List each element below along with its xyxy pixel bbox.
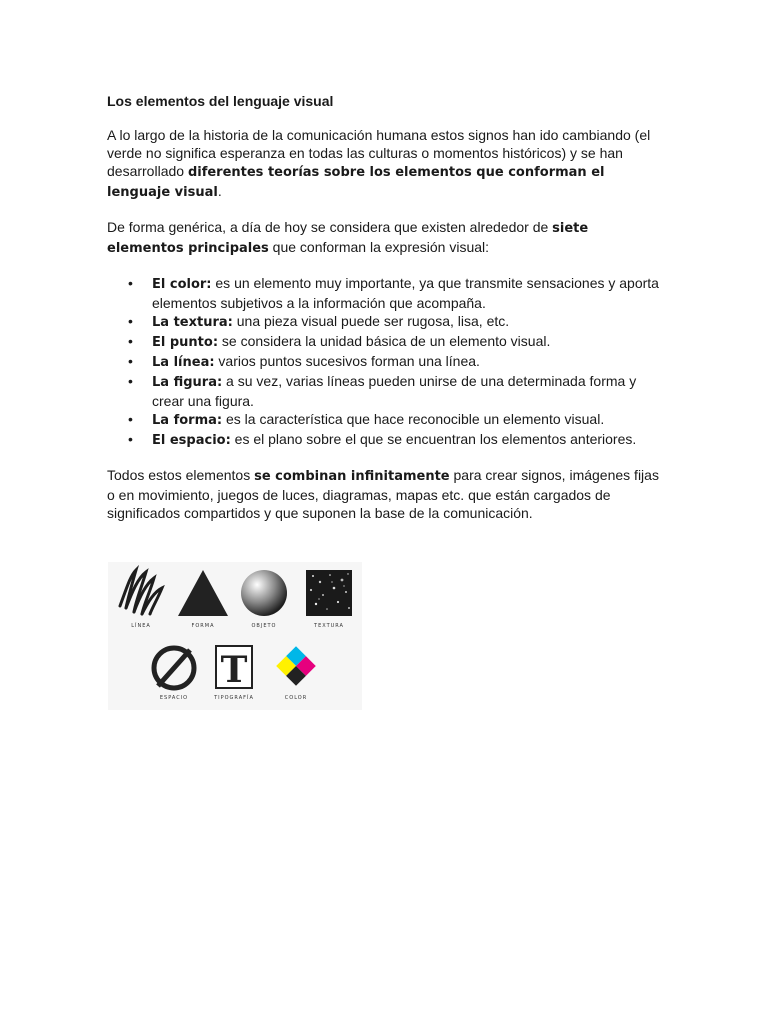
list-desc: se considera la unidad básica de un elemento visual.: [218, 333, 551, 349]
scribble-icon: [120, 570, 162, 614]
list-desc: es un elemento muy importante, ya que transmite sensaciones y aporta elementos subjetivos a la información que acompaña.: [152, 275, 659, 311]
typography-icon: [216, 646, 252, 691]
color-icon: [276, 646, 316, 686]
elements-end: que conforman la expresión visual:: [268, 239, 490, 255]
triangle-icon: [178, 570, 228, 616]
list-desc: es la característica que hace reconocible un elemento visual.: [222, 411, 605, 427]
list-term: La línea:: [152, 355, 215, 370]
figure-graphics: [108, 562, 362, 710]
elements-paragraph: [107, 218, 667, 258]
bullet-icon: •: [128, 313, 133, 329]
list-item: [107, 352, 667, 372]
bullet-icon: •: [128, 353, 133, 369]
intro-text: A lo largo de la historia de la comunicación humana estos signos han ido cambiando (el verde no significa esperanza en todas las culturas o momentos históricos) y se han desarrollado: [107, 127, 651, 179]
list-item: [107, 430, 667, 450]
bullet-icon: •: [128, 431, 133, 447]
list-term: El espacio:: [152, 433, 231, 448]
bullet-icon: •: [128, 411, 133, 427]
list-item: [107, 410, 667, 430]
bullet-icon: •: [128, 275, 133, 291]
elements-list: [107, 274, 667, 450]
list-term: El punto:: [152, 335, 219, 350]
elements-text: De forma genérica, a día de hoy se considera que existen alrededor de: [107, 219, 553, 235]
list-term: El color:: [152, 277, 212, 292]
typography-glyph: T: [220, 649, 248, 691]
list-desc: una pieza visual puede ser rugosa, lisa, etc.: [232, 313, 510, 329]
list-item: [107, 332, 667, 352]
caption-espacio: ESPACIO: [159, 695, 189, 701]
list-desc: varios puntos sucesivos forman una línea.: [214, 353, 480, 369]
list-desc: es el plano sobre el que se encuentran los elementos anteriores.: [230, 431, 637, 447]
caption-textura: TEXTURA: [314, 623, 344, 629]
closing-end: para crear signos, imágenes fijas o en movimiento, juegos de luces, diagramas, mapas etc. que están cargados de significados compartidos y que suponen la base de la comunicación.: [107, 467, 659, 521]
page-title: Los elementos del lenguaje visual: [107, 93, 334, 109]
intro-bold: diferentes teorías sobre los elementos que conforman el lenguaje visual: [107, 165, 605, 200]
caption-objeto: OBJETO: [251, 623, 277, 629]
list-desc: a su vez, varias líneas pueden unirse de una determinada forma y crear una figura.: [152, 373, 637, 409]
list-item: [107, 312, 667, 332]
caption-color: COLOR: [284, 695, 308, 701]
texture-icon: [306, 570, 352, 616]
list-term: La textura:: [152, 315, 233, 330]
elements-bold: siete elementos principales: [107, 221, 589, 256]
closing-bold: se combinan infinitamente: [254, 469, 450, 484]
caption-linea: LÍNEA: [131, 623, 151, 629]
document-body: [107, 92, 667, 522]
bullet-icon: •: [128, 373, 133, 389]
list-item: [107, 372, 667, 410]
list-item: [107, 274, 667, 312]
intro-paragraph: [107, 126, 667, 202]
closing-text: Todos estos elementos: [107, 467, 255, 483]
bullet-icon: •: [128, 333, 133, 349]
visual-elements-figure: [108, 562, 362, 710]
caption-tipografia: TIPOGRAFÍA: [214, 695, 254, 701]
space-icon: [154, 648, 194, 688]
intro-end: .: [217, 183, 222, 199]
list-term: La forma:: [152, 413, 223, 428]
sphere-icon: [241, 570, 287, 616]
caption-forma: FORMA: [191, 623, 215, 629]
closing-paragraph: [107, 466, 667, 522]
list-term: La figura:: [152, 375, 223, 390]
